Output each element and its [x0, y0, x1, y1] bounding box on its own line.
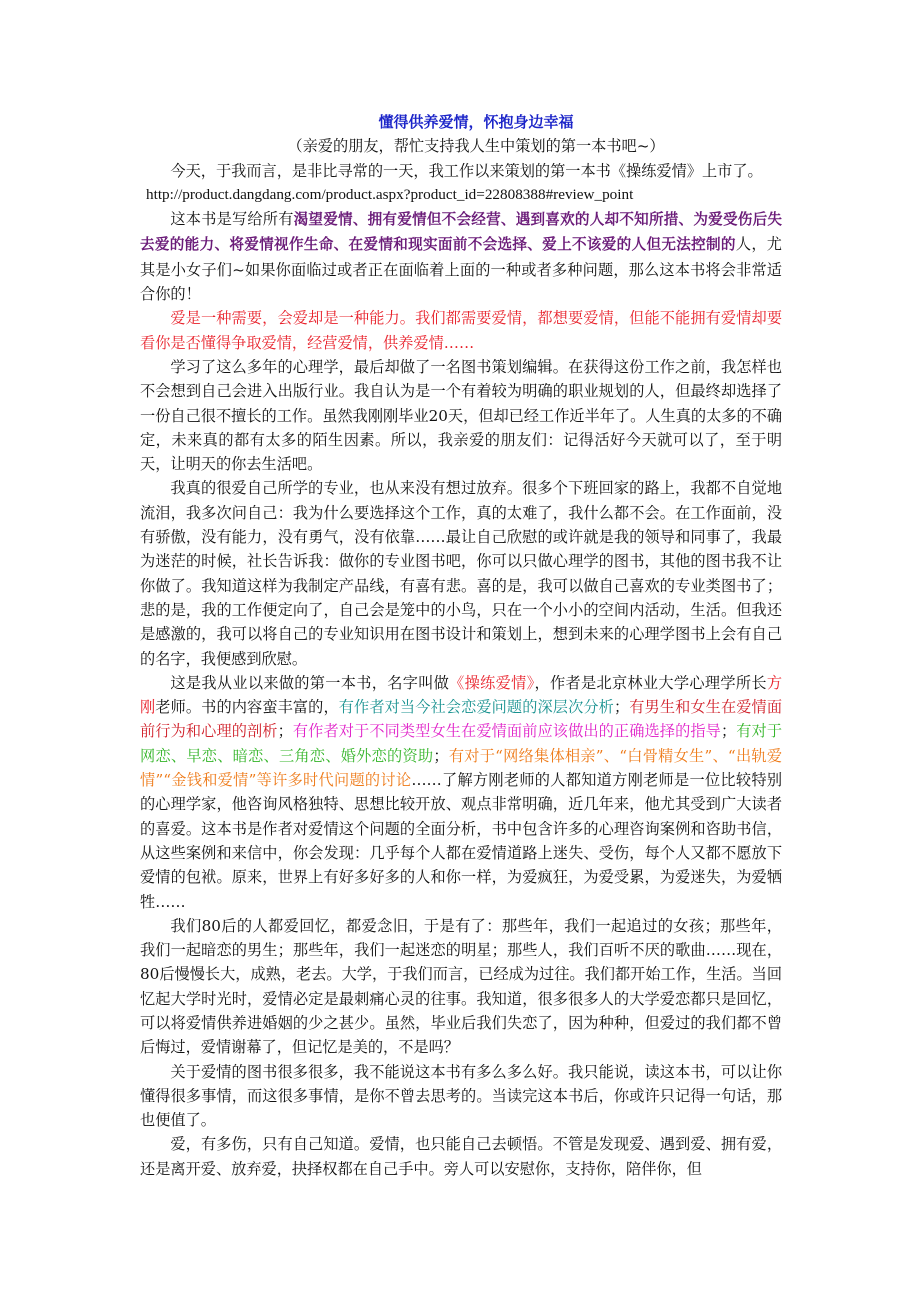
audience-rest: 人，尤其是小女子们~如果你面临过或者正在面临着上面的一种或者多种问题，那么这本书将会非常适合你的！ [140, 235, 782, 304]
separator-4: ； [433, 746, 449, 765]
content-point-analysis: 有作者对当今社会恋爱问题的深层次分析 [338, 698, 614, 717]
paragraph-book [140, 671, 782, 914]
article-body [140, 110, 782, 1181]
separator-2: ； [277, 722, 293, 741]
product-link[interactable]: http://product.dangdang.com/product.aspx?product_id=22808388#review_point [146, 185, 634, 203]
book-text-1: 这是我从业以来做的第一本书，名字叫做 [170, 673, 450, 692]
author-name: 方刚 [140, 673, 783, 717]
book-text-4: ……了解方刚老师的人都知道方刚老师是一位比较特别的心理学家，他咨询风格独特、思想比较开放、观点非常明确，近几年来，他尤其受到广大读者的喜爱。这本书是作者对爱情这个问题的全面分析，书中包含许多的心理咨询案例和咨助书信，从这些案例和来信中，你会发现：几乎每个人都在爱情道路上迷失、受伤，每个人又都不愿放下爱情的包袱。原来，世界上有好多好多的人和你一样，为爱疯狂，为爱受累，为爱迷失，为爱牺牲…… [140, 771, 783, 911]
paragraph-profession: 我真的很爱自己所学的专业，也从来没有想过放弃。很多个下班回家的路上，我都不自觉地流泪，我多次问自己：我为什么要选择这个工作，真的太难了，我什么都不会。在工作面前，没有骄傲，没有能力，没有勇气，没有依靠……最让自己欣慰的或许就是我的领导和同事了，我最为迷茫的时候，社长告诉我：做你的专业图书吧，你可以只做心理学的图书，其他的图书我不让你做了。我知道这样为我制定产品线，有喜有悲。喜的是，我可以做自己喜欢的专业类图书了；悲的是，我的工作便定向了，自己会是笼中的小鸟，只在一个小小的空间内活动，生活。但我还是感激的，我可以将自己的专业知识用在图书设计和策划上，想到未来的心理学图书上会有自己的名字，我便感到欣慰。 [140, 479, 782, 668]
content-point-gender: 有男生和女生在爱情面前行为和心理的剖析 [140, 698, 783, 741]
book-text-2: ，作者是北京林业大学心理学所长 [534, 673, 767, 692]
book-title: 《操练爱情》 [449, 673, 535, 692]
article-subtitle: （亲爱的朋友，帮忙支持我人生中策划的第一本书吧~） [287, 137, 665, 156]
paragraph-career: 学习了这么多年的心理学，最后却做了一名图书策划编辑。在获得这份工作之前，我怎样也不会想到自己会进入出版行业。我自认为是一个有着较为明确的职业规划的人，但最终却选择了一份自己很不擅长的工作。虽然我刚刚毕业20天，但却已经工作近半年了。人生真的太多的不确定，未来真的都有太多的陌生因素。所以，我亲爱的朋友们：记得活好今天就可以了，至于明天，让明天的你去生活吧。 [140, 357, 783, 474]
audience-highlight: 渴望爱情、拥有爱情但不会经营、遇到喜欢的人却不知所措、为爱受伤后失去爱的能力、将爱情视作生命、在爱情和现实面前不会选择、爱上不该爱的人但无法控制的 [140, 211, 782, 254]
paragraph-audience [140, 207, 782, 306]
content-point-types: 有对于网恋、早恋、暗恋、三角恋、婚外恋的资助 [140, 722, 783, 765]
content-point-guidance: 有作者对于不同类型女生在爱情面前应该做出的正确选择的指导 [292, 722, 721, 741]
paragraph-closing: 爱，有多伤，只有自己知道。爱情，也只能自己去顿悟。不管是发现爱、遇到爱、拥有爱，还是离开爱、放弃爱，抉择权都在自己手中。旁人可以安慰你，支持你，陪伴你，但 [140, 1135, 782, 1178]
paragraph-recommend: 关于爱情的图书很多很多，我不能说这本书有多么多么好。我只能说，读这本书，可以让你懂得很多事情，而这很多事情，是你不曾去思考的。当读完这本书后，你或许只记得一句话，那也便值了。 [140, 1062, 782, 1130]
article-title: 懂得供养爱情，怀抱身边幸福 [378, 113, 574, 131]
paragraph-memories: 我们80后的人都爱回忆，都爱念旧，于是有了：那些年，我们一起追过的女孩；那些年，我们一起暗恋的男生；那些年，我们一起迷恋的明星；那些人，我们百听不厌的歌曲……现在，80后慢慢长大，成熟，老去。大学，于我们而言，已经成为过往。我们都开始工作，生活。当回忆起大学时光时，爱情必定是最刺痛心灵的往事。我知道，很多很多人的大学爱恋都只是回忆，可以将爱情供养进婚姻的少之甚少。虽然，毕业后我们失恋了，因为种种，但爱过的我们都不曾后悔过，爱情谢幕了，但记忆是美的，不是吗？ [140, 916, 783, 1057]
audience-lead: 这本书是写给所有 [170, 210, 294, 229]
content-point-issues: 有对于“网络集体相亲”、“白骨精女生”、“出轨爱情”“金钱和爱情”等许多时代问题的讨论 [140, 746, 783, 790]
paragraph-quote: 爱是一种需要，会爱却是一种能力。我们都需要爱情，都想要爱情，但能不能拥有爱情却要看你是否懂得争取爱情，经营爱情，供养爱情…… [140, 309, 782, 352]
paragraph-intro: 今天，于我而言，是非比寻常的一天，我工作以来策划的第一本书《操练爱情》上市了。 [170, 161, 763, 180]
separator-1: ； [613, 698, 630, 717]
separator-3: ； [720, 722, 737, 741]
book-text-3: 老师。书的内容蛮丰富的， [155, 698, 339, 717]
